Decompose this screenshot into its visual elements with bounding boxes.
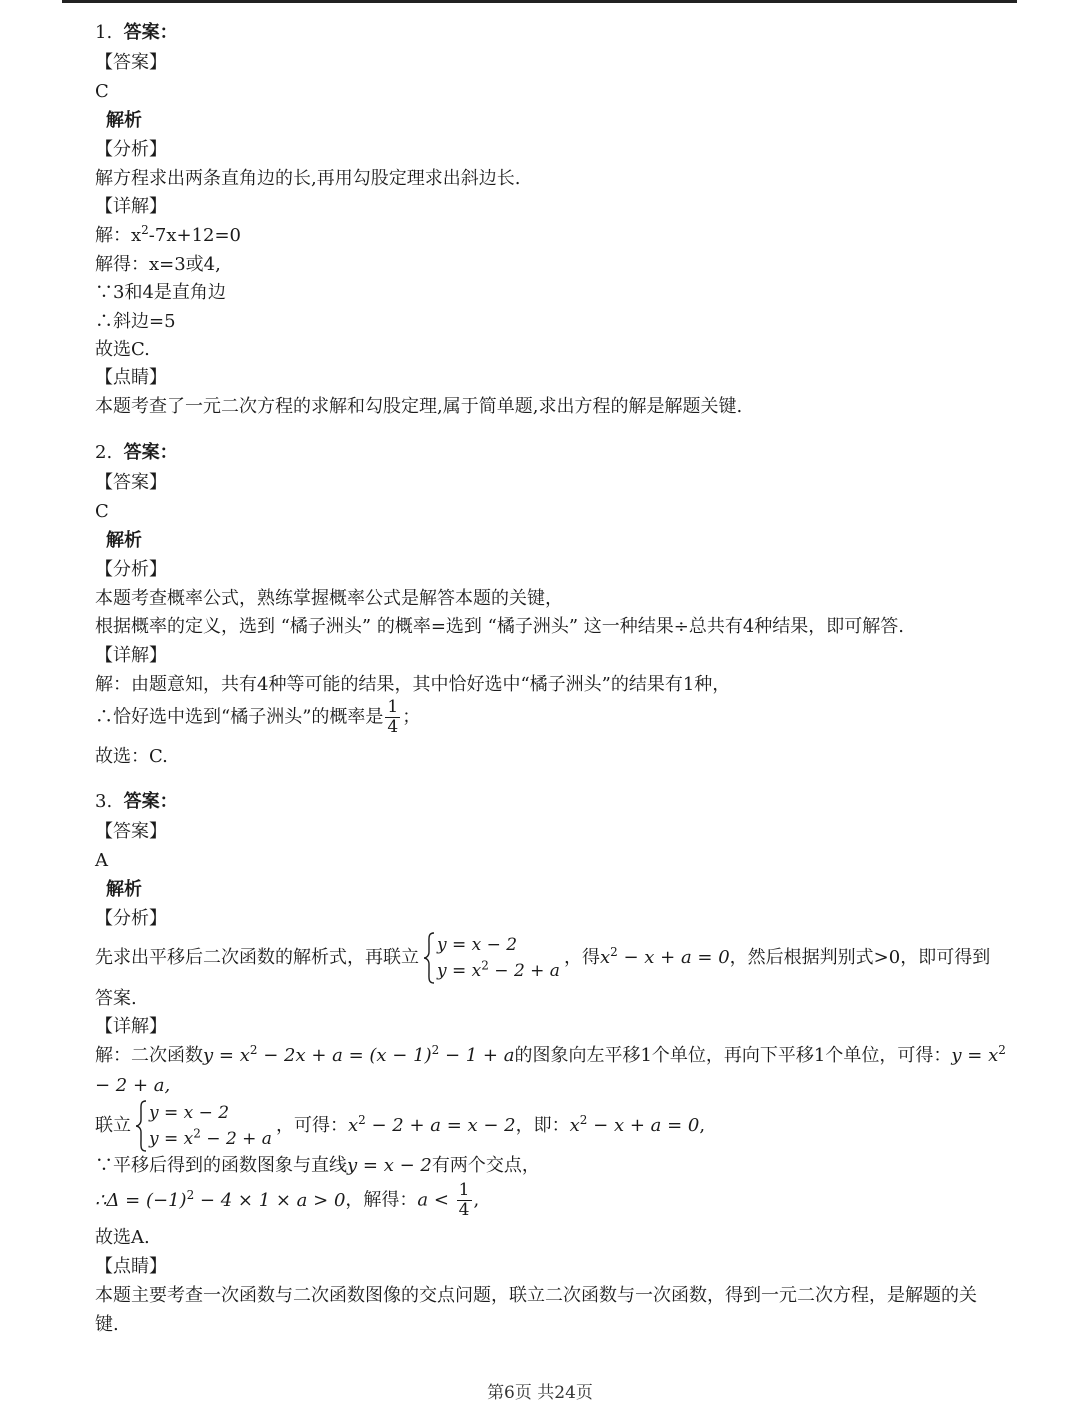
q3-dianjing-tag: 【点睛】 [95, 1256, 167, 1277]
q2-analysis-title: 解析 [106, 530, 142, 551]
q1-fenxi: 解方程求出两条直角边的长,再用勾股定理求出斜边长. [95, 168, 521, 189]
q3-analysis-title: 解析 [106, 879, 142, 900]
q2-fenxi-1: 本题考查概率公式，熟练掌握概率公式是解答本题的关键， [95, 588, 563, 609]
q1-detail-4: ∴斜边=5 [95, 311, 176, 332]
q3-xiangjie-tag: 【详解】 [95, 1016, 167, 1037]
q3-dianjing-2: 键. [95, 1314, 119, 1335]
q2-detail-1: 解：由题意知，共有4种等可能的结果，其中恰好选中“橘子洲头”的结果有1种， [95, 674, 731, 695]
q1-dianjing: 本题考查了一元二次方程的求解和勾股定理,属于简单题,求出方程的解是解题关键. [95, 396, 743, 417]
q1-answer: C [95, 81, 109, 102]
q3-answer: A [95, 850, 108, 871]
q1-fenxi-tag: 【分析】 [95, 139, 167, 160]
q1-xiangjie-tag: 【详解】 [95, 196, 167, 217]
q3-answer-tag: 【答案】 [95, 821, 167, 842]
q3-detail-1-cont: − 2 + a, [95, 1075, 171, 1096]
q3-fenxi-2: 答案. [95, 988, 137, 1009]
fraction-one-quarter: $\frac{1}{4}$ [387, 697, 399, 737]
q2-xiangjie-tag: 【详解】 [95, 645, 167, 666]
equation-system: y = x − 2 $y = x^2 - 2 + a$ [135, 1100, 272, 1152]
q3-detail-1: 解：二次函数$y = x^2 - 2x + a = (x - 1)^2 - 1 + a$的图象向左平移1个单位，再向下平移1个单位，可得：$y = x^2$ [95, 1043, 1006, 1066]
q1-detail-2: 解得：x=3或4, [95, 254, 221, 275]
q1-detail-3: ∵3和4是直角边 [95, 282, 226, 303]
page-number: 第6页 共24页 [487, 1383, 593, 1403]
q2-answer: C [95, 501, 109, 522]
q2-detail-3: 故选：C. [95, 746, 168, 767]
q3-detail-5: 故选A. [95, 1227, 150, 1248]
q1-answer-tag: 【答案】 [95, 52, 167, 73]
q1-dianjing-tag: 【点睛】 [95, 367, 167, 388]
q2-fenxi-2: 根据概率的定义，选到 “橘子洲头” 的概率=选到 “橘子洲头” 这一种结果÷总共有4种结果，即可解答. [95, 616, 905, 637]
q2-detail-2: ∴恰好选中选到“橘子洲头”的概率是 $\frac{1}{4}$ ； [95, 697, 421, 737]
q1-detail-5: 故选C. [95, 339, 150, 360]
q1-heading: 1. 答案： [95, 22, 178, 43]
q1-analysis-title: 解析 [106, 110, 142, 131]
q2-answer-tag: 【答案】 [95, 472, 167, 493]
q2-heading: 2. 答案： [95, 442, 178, 463]
q3-fenxi-tag: 【分析】 [95, 908, 167, 929]
q3-dianjing-1: 本题主要考查一次函数与二次函数图像的交点问题，联立二次函数与一次函数，得到一元二次方程，是解题的关 [95, 1285, 977, 1306]
q3-detail-2: 联立 y = x − 2 $y = x^2 - 2 + a$ ，可得：$x^2 - 2 + a = x - 2$，即：$x^2 - x + a = 0$, [95, 1100, 705, 1152]
q2-fenxi-tag: 【分析】 [95, 559, 167, 580]
q3-heading: 3. 答案： [95, 791, 178, 812]
top-rule [62, 0, 1017, 3]
q1-detail-1: 解：$x^2-7x+12=0$ [95, 223, 242, 246]
q3-detail-3: ∵平移后得到的函数图象与直线y = x − 2有两个交点， [95, 1155, 540, 1176]
fraction-one-quarter: $\frac{1}{4}$ [458, 1180, 470, 1220]
q3-detail-4: ∴Δ = $(-1)^2 - 4 \times 1 \times a > 0$，解得：a < $\frac{1}{4}$ , [95, 1180, 480, 1220]
q3-fenxi-1: 先求出平移后二次函数的解析式，再联立 y = x − 2 $y = x^2 - 2 + a$ ，得$x^2 - x + a = 0$，然后根据判别式>0，即可得到 [95, 932, 990, 984]
equation-system: y = x − 2 $y = x^2 - 2 + a$ [423, 932, 560, 984]
